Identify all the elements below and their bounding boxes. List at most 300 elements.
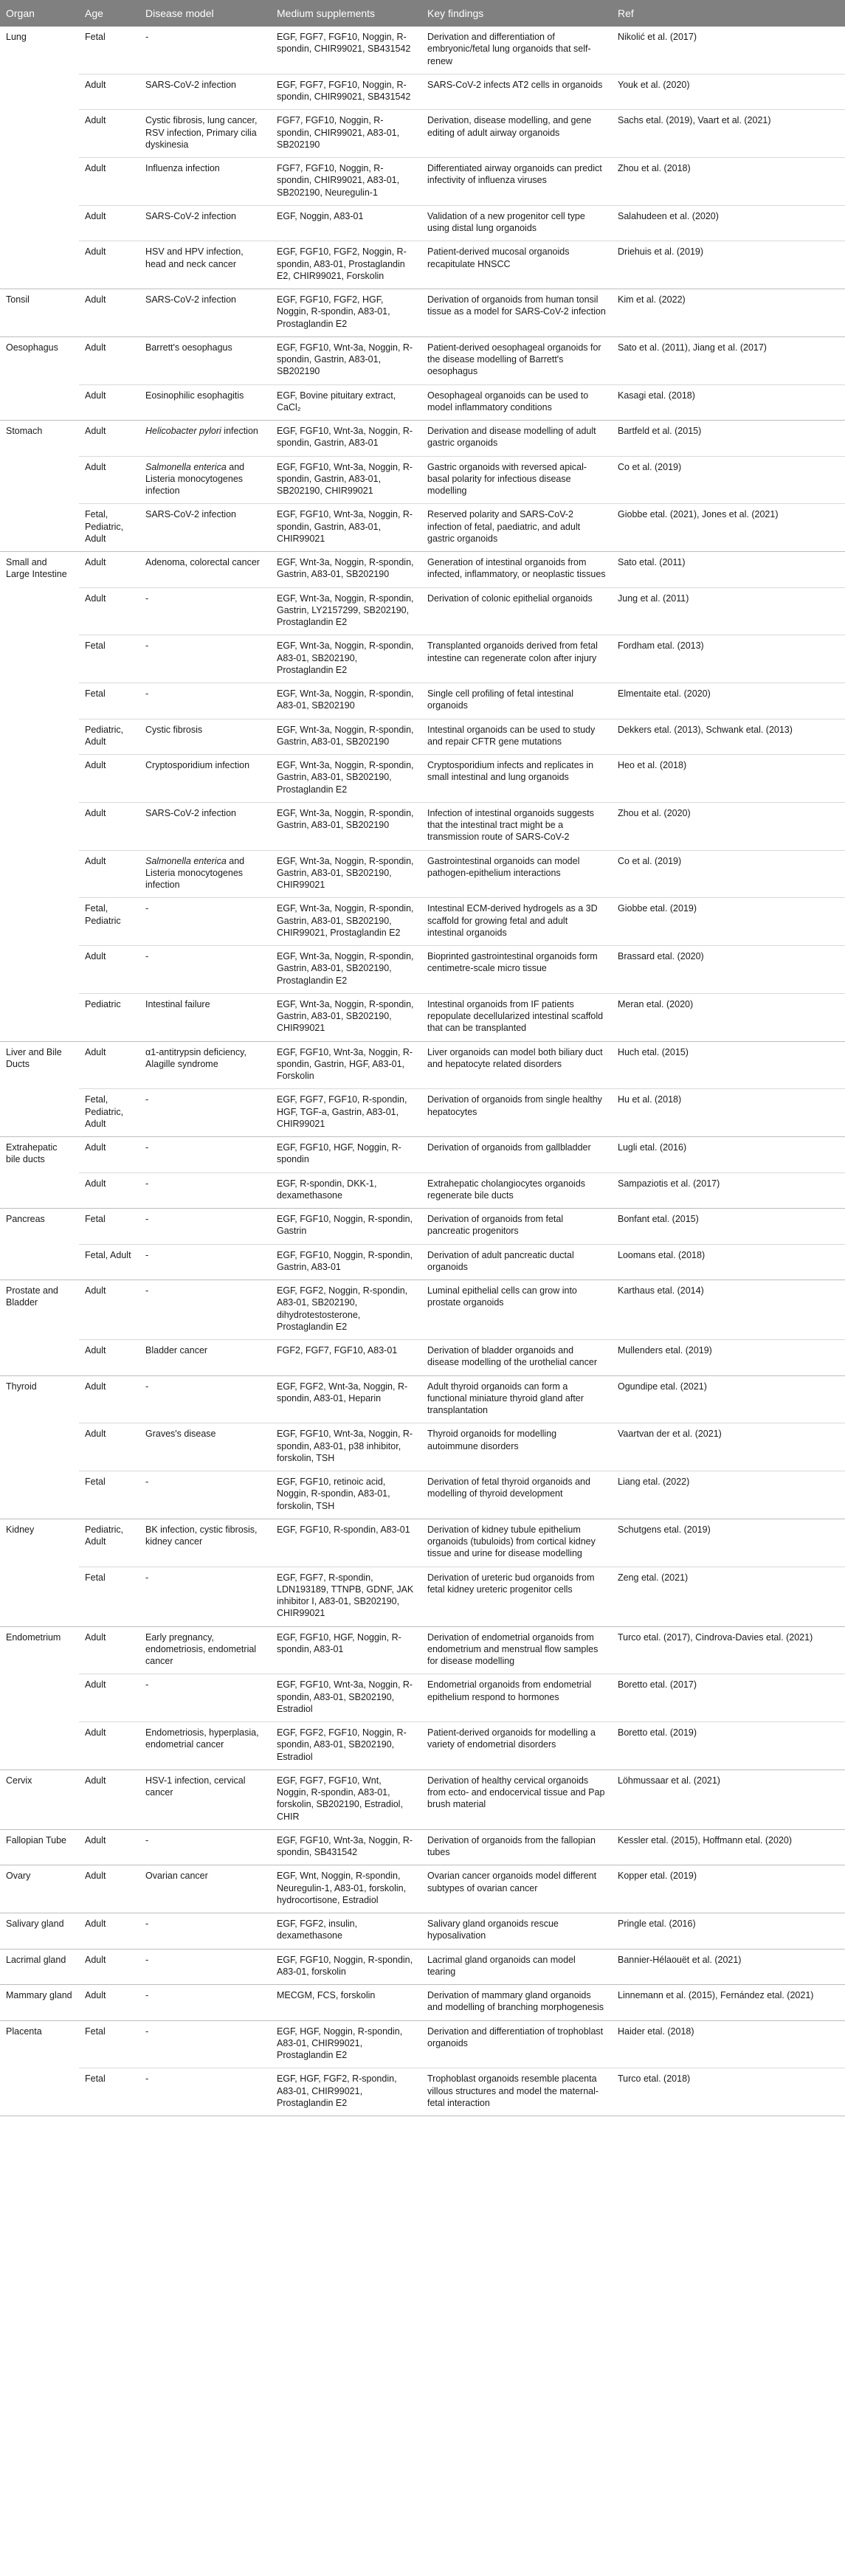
- key-findings-cell: Derivation of healthy cervical organoids from ecto- and endocervical tissue and Pap brush material: [421, 1769, 612, 1829]
- age-cell: Adult: [79, 1949, 139, 1985]
- medium-supplements-cell: EGF, FGF10, Noggin, R-spondin, Gastrin: [271, 1209, 421, 1245]
- disease-model-cell: Early pregnancy, endometriosis, endometrial cancer: [139, 1626, 271, 1674]
- table-row: [0, 1280, 845, 1340]
- ref-cell: Giobbe etal. (2021), Jones et al. (2021): [612, 504, 845, 552]
- disease-model-cell: -: [139, 1471, 271, 1519]
- header-row: [0, 0, 845, 27]
- ref-cell: Zhou et al. (2018): [612, 158, 845, 206]
- age-cell: Adult: [79, 1041, 139, 1089]
- table-row: [0, 158, 845, 206]
- disease-model-cell: -: [139, 898, 271, 946]
- key-findings-cell: Patient-derived mucosal organoids recapitulate HNSCC: [421, 241, 612, 289]
- table-row: [0, 755, 845, 803]
- key-findings-cell: Gastrointestinal organoids can model pathogen-epithelium interactions: [421, 850, 612, 898]
- medium-supplements-cell: EGF, Wnt-3a, Noggin, R-spondin, A83-01, SB202190, Prostaglandin E2: [271, 635, 421, 683]
- table-row: [0, 552, 845, 588]
- disease-model-cell: -: [139, 1280, 271, 1340]
- disease-model-cell: -: [139, 1089, 271, 1137]
- key-findings-cell: Derivation of bladder organoids and disease modelling of the urothelial cancer: [421, 1340, 612, 1376]
- table-row: [0, 336, 845, 384]
- ref-cell: Turco etal. (2018): [612, 2068, 845, 2116]
- disease-model-cell: -: [139, 1137, 271, 1173]
- ref-cell: Salahudeen et al. (2020): [612, 205, 845, 241]
- age-cell: Fetal: [79, 1471, 139, 1519]
- table-row: [0, 27, 845, 74]
- organ-cell: Pancreas: [0, 1209, 79, 1280]
- ref-cell: Pringle etal. (2016): [612, 1913, 845, 1950]
- table-row: [0, 1829, 845, 1865]
- table-row: [0, 205, 845, 241]
- ref-cell: Bannier-Hélaouët et al. (2021): [612, 1949, 845, 1985]
- organ-cell: Tonsil: [0, 289, 79, 337]
- table-row: [0, 1471, 845, 1519]
- age-cell: Adult: [79, 110, 139, 158]
- disease-model-cell: [139, 456, 271, 504]
- organ-cell: Ovary: [0, 1865, 79, 1913]
- disease-model-cell: -: [139, 27, 271, 74]
- table-row: [0, 1137, 845, 1173]
- table-row: [0, 110, 845, 158]
- disease-model-cell: -: [139, 1829, 271, 1865]
- organ-cell: Cervix: [0, 1769, 79, 1829]
- key-findings-cell: Ovarian cancer organoids model different subtypes of ovarian cancer: [421, 1865, 612, 1913]
- age-cell: Adult: [79, 289, 139, 337]
- table-row: [0, 1626, 845, 1674]
- disease-model-cell: -: [139, 635, 271, 683]
- disease-model-text: and Listeria monocytogenes infection: [145, 461, 245, 496]
- key-findings-cell: Lacrimal gland organoids can model tearing: [421, 1949, 612, 1985]
- key-findings-cell: Derivation, disease modelling, and gene editing of adult airway organoids: [421, 110, 612, 158]
- age-cell: Adult: [79, 1280, 139, 1340]
- table-row: [0, 1913, 845, 1950]
- organ-cell: Salivary gland: [0, 1913, 79, 1950]
- age-cell: Adult: [79, 1913, 139, 1950]
- key-findings-cell: Derivation of organoids from fetal pancreatic progenitors: [421, 1209, 612, 1245]
- disease-model-text: and Listeria monocytogenes infection: [145, 855, 245, 890]
- key-findings-cell: Derivation of endometrial organoids from endometrium and menstrual flow samples for disease modelling: [421, 1626, 612, 1674]
- key-findings-cell: Derivation and differentiation of trophoblast organoids: [421, 2020, 612, 2068]
- age-cell: Adult: [79, 205, 139, 241]
- key-findings-cell: Patient-derived organoids for modelling a variety of endometrial disorders: [421, 1722, 612, 1770]
- medium-supplements-cell: EGF, FGF10, FGF2, HGF, Noggin, R-spondin, A83-01, Prostaglandin E2: [271, 289, 421, 337]
- medium-supplements-cell: EGF, Wnt-3a, Noggin, R-spondin, Gastrin, A83-01, SB202190, Prostaglandin E2: [271, 946, 421, 994]
- organ-cell: Liver and Bile Ducts: [0, 1041, 79, 1137]
- disease-model-text: infection: [221, 426, 258, 436]
- age-cell: Adult: [79, 158, 139, 206]
- ref-cell: Karthaus etal. (2014): [612, 1280, 845, 1340]
- age-cell: Adult: [79, 1626, 139, 1674]
- organ-cell: Small and Large Intestine: [0, 552, 79, 1042]
- disease-model-cell: Intestinal failure: [139, 993, 271, 1041]
- header-key-findings: Key findings: [421, 0, 612, 27]
- medium-supplements-cell: EGF, R-spondin, DKK-1, dexamethasone: [271, 1173, 421, 1209]
- organ-cell: Endometrium: [0, 1626, 79, 1769]
- disease-model-cell: Adenoma, colorectal cancer: [139, 552, 271, 588]
- age-cell: Fetal: [79, 2020, 139, 2068]
- key-findings-cell: Salivary gland organoids rescue hyposalivation: [421, 1913, 612, 1950]
- ref-cell: Kessler etal. (2015), Hoffmann etal. (2020): [612, 1829, 845, 1865]
- ref-cell: Giobbe etal. (2019): [612, 898, 845, 946]
- table-row: [0, 1244, 845, 1280]
- disease-model-cell: -: [139, 1173, 271, 1209]
- disease-model-cell: Ovarian cancer: [139, 1865, 271, 1913]
- key-findings-cell: Transplanted organoids derived from fetal intestine can regenerate colon after injury: [421, 635, 612, 683]
- age-cell: Adult: [79, 1173, 139, 1209]
- medium-supplements-cell: EGF, Wnt-3a, Noggin, R-spondin, Gastrin, A83-01, SB202190: [271, 552, 421, 588]
- ref-cell: Boretto etal. (2019): [612, 1722, 845, 1770]
- ref-cell: Jung et al. (2011): [612, 587, 845, 635]
- ref-cell: Mullenders etal. (2019): [612, 1340, 845, 1376]
- organ-cell: Prostate and Bladder: [0, 1280, 79, 1376]
- ref-cell: Co et al. (2019): [612, 456, 845, 504]
- key-findings-cell: Derivation of ureteric bud organoids from fetal kidney ureteric progenitor cells: [421, 1567, 612, 1626]
- ref-cell: Elmentaite etal. (2020): [612, 683, 845, 719]
- medium-supplements-cell: FGF7, FGF10, Noggin, R-spondin, CHIR99021, A83-01, SB202190, Neuregulin-1: [271, 158, 421, 206]
- medium-supplements-cell: EGF, FGF10, Wnt-3a, Noggin, R-spondin, A83-01, p38 inhibitor, forskolin, TSH: [271, 1423, 421, 1471]
- key-findings-cell: Gastric organoids with reversed apical-basal polarity for infectious disease modelling: [421, 456, 612, 504]
- table-row: [0, 1375, 845, 1423]
- ref-cell: Sato et al. (2011), Jiang et al. (2017): [612, 336, 845, 384]
- ref-cell: Nikolić et al. (2017): [612, 27, 845, 74]
- table-row: [0, 683, 845, 719]
- medium-supplements-cell: EGF, FGF2, insulin, dexamethasone: [271, 1913, 421, 1950]
- age-cell: Fetal, Adult: [79, 1244, 139, 1280]
- age-cell: Adult: [79, 1375, 139, 1423]
- pathogen-name: Salmonella enterica: [145, 855, 227, 866]
- table-body: [0, 27, 845, 2116]
- key-findings-cell: Extrahepatic cholangiocytes organoids regenerate bile ducts: [421, 1173, 612, 1209]
- medium-supplements-cell: EGF, FGF10, Wnt-3a, Noggin, R-spondin, Gastrin, A83-01, SB202190: [271, 336, 421, 384]
- disease-model-cell: Eosinophilic esophagitis: [139, 384, 271, 421]
- ref-cell: Fordham etal. (2013): [612, 635, 845, 683]
- header-disease-model: Disease model: [139, 0, 271, 27]
- key-findings-cell: Derivation of adult pancreatic ductal organoids: [421, 1244, 612, 1280]
- medium-supplements-cell: EGF, FGF10, Wnt-3a, Noggin, R-spondin, Gastrin, A83-01, CHIR99021: [271, 504, 421, 552]
- table-row: [0, 1089, 845, 1137]
- header-organ: Organ: [0, 0, 79, 27]
- table-row: [0, 289, 845, 337]
- ref-cell: Linnemann et al. (2015), Fernández etal. (2021): [612, 1985, 845, 2021]
- disease-model-cell: -: [139, 1985, 271, 2021]
- disease-model-cell: -: [139, 946, 271, 994]
- age-cell: Adult: [79, 1340, 139, 1376]
- age-cell: Adult: [79, 1423, 139, 1471]
- disease-model-cell: -: [139, 587, 271, 635]
- ref-cell: Kim et al. (2022): [612, 289, 845, 337]
- key-findings-cell: Oesophageal organoids can be used to model inflammatory conditions: [421, 384, 612, 421]
- medium-supplements-cell: FGF7, FGF10, Noggin, R-spondin, CHIR99021, A83-01, SB202190: [271, 110, 421, 158]
- medium-supplements-cell: EGF, FGF7, R-spondin, LDN193189, TTNPB, GDNF, JAK inhibitor I, A83-01, SB202190, CHIR99021: [271, 1567, 421, 1626]
- disease-model-cell: -: [139, 683, 271, 719]
- ref-cell: Sampaziotis et al. (2017): [612, 1173, 845, 1209]
- ref-cell: Haider etal. (2018): [612, 2020, 845, 2068]
- age-cell: Fetal: [79, 1209, 139, 1245]
- disease-model-cell: HSV-1 infection, cervical cancer: [139, 1769, 271, 1829]
- age-cell: Pediatric, Adult: [79, 719, 139, 755]
- table-row: [0, 1949, 845, 1985]
- key-findings-cell: Derivation of mammary gland organoids and modelling of branching morphogenesis: [421, 1985, 612, 2021]
- medium-supplements-cell: EGF, FGF2, Noggin, R-spondin, A83-01, SB202190, dihydrotestosterone, Prostaglandin E2: [271, 1280, 421, 1340]
- age-cell: Adult: [79, 1769, 139, 1829]
- ref-cell: Schutgens etal. (2019): [612, 1519, 845, 1567]
- table-row: [0, 802, 845, 850]
- disease-model-cell: BK infection, cystic fibrosis, kidney cancer: [139, 1519, 271, 1567]
- medium-supplements-cell: MECGM, FCS, forskolin: [271, 1985, 421, 2021]
- organ-cell: Placenta: [0, 2020, 79, 2116]
- key-findings-cell: Intestinal organoids from IF patients repopulate decellularized intestinal scaffold that can be transplanted: [421, 993, 612, 1041]
- ref-cell: Dekkers etal. (2013), Schwank etal. (2013): [612, 719, 845, 755]
- table-row: [0, 635, 845, 683]
- medium-supplements-cell: EGF, Wnt-3a, Noggin, R-spondin, Gastrin, A83-01, SB202190: [271, 802, 421, 850]
- disease-model-cell: -: [139, 1913, 271, 1950]
- key-findings-cell: Derivation and differentiation of embryonic/fetal lung organoids that self-renew: [421, 27, 612, 74]
- key-findings-cell: Generation of intestinal organoids from infected, inflammatory, or neoplastic tissues: [421, 552, 612, 588]
- key-findings-cell: Liver organoids can model both biliary duct and hepatocyte related disorders: [421, 1041, 612, 1089]
- medium-supplements-cell: EGF, FGF10, Wnt-3a, Noggin, R-spondin, SB431542: [271, 1829, 421, 1865]
- key-findings-cell: Intestinal organoids can be used to study and repair CFTR gene mutations: [421, 719, 612, 755]
- key-findings-cell: Endometrial organoids from endometrial epithelium respond to hormones: [421, 1674, 612, 1722]
- age-cell: Fetal: [79, 635, 139, 683]
- organ-cell: Lung: [0, 27, 79, 289]
- disease-model-cell: Cryptosporidium infection: [139, 755, 271, 803]
- medium-supplements-cell: EGF, Noggin, A83-01: [271, 205, 421, 241]
- table-row: [0, 1209, 845, 1245]
- disease-model-cell: SARS-CoV-2 infection: [139, 504, 271, 552]
- ref-cell: Ogundipe etal. (2021): [612, 1375, 845, 1423]
- pathogen-name: Salmonella enterica: [145, 461, 227, 472]
- medium-supplements-cell: EGF, FGF10, HGF, Noggin, R-spondin: [271, 1137, 421, 1173]
- disease-model-cell: Endometriosis, hyperplasia, endometrial cancer: [139, 1722, 271, 1770]
- medium-supplements-cell: FGF2, FGF7, FGF10, A83-01: [271, 1340, 421, 1376]
- age-cell: Adult: [79, 74, 139, 110]
- ref-cell: Driehuis et al. (2019): [612, 241, 845, 289]
- table-row: [0, 241, 845, 289]
- medium-supplements-cell: EGF, FGF10, FGF2, Noggin, R-spondin, A83-01, Prostaglandin E2, CHIR99021, Forskolin: [271, 241, 421, 289]
- disease-model-cell: α1-antitrypsin deficiency, Alagille syndrome: [139, 1041, 271, 1089]
- key-findings-cell: Validation of a new progenitor cell type using distal lung organoids: [421, 205, 612, 241]
- medium-supplements-cell: EGF, FGF7, FGF10, Wnt, Noggin, R-spondin, A83-01, forskolin, SB202190, Estradiol, CHIR: [271, 1769, 421, 1829]
- age-cell: Adult: [79, 1674, 139, 1722]
- ref-cell: Meran etal. (2020): [612, 993, 845, 1041]
- age-cell: Adult: [79, 456, 139, 504]
- key-findings-cell: Cryptosporidium infects and replicates in small intestinal and lung organoids: [421, 755, 612, 803]
- medium-supplements-cell: EGF, Wnt-3a, Noggin, R-spondin, Gastrin, A83-01, SB202190, CHIR99021: [271, 993, 421, 1041]
- medium-supplements-cell: EGF, FGF7, FGF10, Noggin, R-spondin, CHIR99021, SB431542: [271, 74, 421, 110]
- ref-cell: Youk et al. (2020): [612, 74, 845, 110]
- medium-supplements-cell: EGF, Wnt-3a, Noggin, R-spondin, Gastrin, A83-01, SB202190, CHIR99021, Prostaglandin E2: [271, 898, 421, 946]
- ref-cell: Lugli etal. (2016): [612, 1137, 845, 1173]
- table-row: [0, 1173, 845, 1209]
- medium-supplements-cell: EGF, FGF10, Noggin, R-spondin, A83-01, forskolin: [271, 1949, 421, 1985]
- disease-model-cell: -: [139, 2020, 271, 2068]
- organ-cell: Mammary gland: [0, 1985, 79, 2021]
- ref-cell: Vaartvan der et al. (2021): [612, 1423, 845, 1471]
- age-cell: Fetal, Pediatric, Adult: [79, 504, 139, 552]
- table-row: [0, 74, 845, 110]
- ref-cell: Co et al. (2019): [612, 850, 845, 898]
- age-cell: Fetal, Pediatric: [79, 898, 139, 946]
- disease-model-cell: Bladder cancer: [139, 1340, 271, 1376]
- age-cell: Pediatric: [79, 993, 139, 1041]
- age-cell: Adult: [79, 1865, 139, 1913]
- ref-cell: Turco etal. (2017), Cindrova-Davies etal. (2021): [612, 1626, 845, 1674]
- age-cell: Adult: [79, 421, 139, 457]
- disease-model-cell: -: [139, 1674, 271, 1722]
- key-findings-cell: Patient-derived oesophageal organoids for the disease modelling of Barrett's oesophagus: [421, 336, 612, 384]
- age-cell: Adult: [79, 1985, 139, 2021]
- disease-model-cell: SARS-CoV-2 infection: [139, 205, 271, 241]
- table-row: [0, 1722, 845, 1770]
- ref-cell: Huch etal. (2015): [612, 1041, 845, 1089]
- disease-model-cell: -: [139, 1375, 271, 1423]
- medium-supplements-cell: EGF, FGF10, HGF, Noggin, R-spondin, A83-01: [271, 1626, 421, 1674]
- disease-model-cell: -: [139, 2068, 271, 2116]
- key-findings-cell: Single cell profiling of fetal intestinal organoids: [421, 683, 612, 719]
- disease-model-cell: Influenza infection: [139, 158, 271, 206]
- organ-cell: Lacrimal gland: [0, 1949, 79, 1985]
- ref-cell: Hu et al. (2018): [612, 1089, 845, 1137]
- key-findings-cell: Differentiated airway organoids can predict infectivity of influenza viruses: [421, 158, 612, 206]
- ref-cell: Sato etal. (2011): [612, 552, 845, 588]
- ref-cell: Löhmussaar et al. (2021): [612, 1769, 845, 1829]
- medium-supplements-cell: EGF, FGF10, Wnt-3a, Noggin, R-spondin, Gastrin, A83-01, SB202190, CHIR99021: [271, 456, 421, 504]
- key-findings-cell: Bioprinted gastrointestinal organoids form centimetre-scale micro tissue: [421, 946, 612, 994]
- key-findings-cell: Reserved polarity and SARS-CoV-2 infection of fetal, paediatric, and adult gastric organoids: [421, 504, 612, 552]
- age-cell: Adult: [79, 587, 139, 635]
- table-row: [0, 384, 845, 421]
- table-row: [0, 946, 845, 994]
- disease-model-cell: -: [139, 1567, 271, 1626]
- age-cell: Fetal: [79, 1567, 139, 1626]
- key-findings-cell: Derivation of fetal thyroid organoids and modelling of thyroid development: [421, 1471, 612, 1519]
- table-row: [0, 2020, 845, 2068]
- ref-cell: Bartfeld et al. (2015): [612, 421, 845, 457]
- medium-supplements-cell: EGF, FGF2, FGF10, Noggin, R-spondin, A83-01, SB202190, Estradiol: [271, 1722, 421, 1770]
- table-row: [0, 421, 845, 457]
- medium-supplements-cell: EGF, Wnt-3a, Noggin, R-spondin, A83-01, SB202190: [271, 683, 421, 719]
- ref-cell: Bonfant etal. (2015): [612, 1209, 845, 1245]
- ref-cell: Boretto etal. (2017): [612, 1674, 845, 1722]
- organ-cell: Thyroid: [0, 1375, 79, 1519]
- table-row: [0, 850, 845, 898]
- header-medium-supplements: Medium supplements: [271, 0, 421, 27]
- medium-supplements-cell: EGF, FGF10, Wnt-3a, Noggin, R-spondin, A83-01, SB202190, Estradiol: [271, 1674, 421, 1722]
- age-cell: Adult: [79, 552, 139, 588]
- key-findings-cell: Trophoblast organoids resemble placenta villous structures and model the maternal-fetal interaction: [421, 2068, 612, 2116]
- disease-model-cell: Barrett's oesophagus: [139, 336, 271, 384]
- table-row: [0, 587, 845, 635]
- disease-model-cell: HSV and HPV infection, head and neck cancer: [139, 241, 271, 289]
- table-row: [0, 1865, 845, 1913]
- disease-model-cell: -: [139, 1209, 271, 1245]
- medium-supplements-cell: EGF, FGF10, Noggin, R-spondin, Gastrin, A83-01: [271, 1244, 421, 1280]
- table-row: [0, 1519, 845, 1567]
- disease-model-cell: SARS-CoV-2 infection: [139, 289, 271, 337]
- table-row: [0, 1041, 845, 1089]
- key-findings-cell: Derivation of organoids from single healthy hepatocytes: [421, 1089, 612, 1137]
- header-age: Age: [79, 0, 139, 27]
- key-findings-cell: Infection of intestinal organoids suggests that the intestinal tract might be a transmission route of SARS-CoV-2: [421, 802, 612, 850]
- key-findings-cell: Intestinal ECM-derived hydrogels as a 3D scaffold for growing fetal and adult intestinal organoids: [421, 898, 612, 946]
- table-row: [0, 1340, 845, 1376]
- medium-supplements-cell: EGF, Wnt-3a, Noggin, R-spondin, Gastrin, A83-01, SB202190, CHIR99021: [271, 850, 421, 898]
- organ-cell: Oesophagus: [0, 336, 79, 420]
- age-cell: Adult: [79, 946, 139, 994]
- disease-model-cell: SARS-CoV-2 infection: [139, 802, 271, 850]
- ref-cell: Heo et al. (2018): [612, 755, 845, 803]
- table-row: [0, 993, 845, 1041]
- ref-cell: Zhou et al. (2020): [612, 802, 845, 850]
- key-findings-cell: Derivation and disease modelling of adult gastric organoids: [421, 421, 612, 457]
- key-findings-cell: Derivation of organoids from the fallopian tubes: [421, 1829, 612, 1865]
- key-findings-cell: Adult thyroid organoids can form a functional miniature thyroid gland after transplantation: [421, 1375, 612, 1423]
- age-cell: Adult: [79, 802, 139, 850]
- medium-supplements-cell: EGF, FGF10, R-spondin, A83-01: [271, 1519, 421, 1567]
- disease-model-cell: -: [139, 1949, 271, 1985]
- key-findings-cell: Derivation of organoids from gallbladder: [421, 1137, 612, 1173]
- age-cell: Fetal: [79, 2068, 139, 2116]
- key-findings-cell: SARS-CoV-2 infects AT2 cells in organoids: [421, 74, 612, 110]
- medium-supplements-cell: EGF, Bovine pituitary extract, CaCl₂: [271, 384, 421, 421]
- medium-supplements-cell: EGF, HGF, Noggin, R-spondin, A83-01, CHIR99021, Prostaglandin E2: [271, 2020, 421, 2068]
- ref-cell: Sachs etal. (2019), Vaart et al. (2021): [612, 110, 845, 158]
- age-cell: Adult: [79, 241, 139, 289]
- medium-supplements-cell: EGF, Wnt-3a, Noggin, R-spondin, Gastrin, A83-01, SB202190, Prostaglandin E2: [271, 755, 421, 803]
- organ-cell: Extrahepatic bile ducts: [0, 1137, 79, 1209]
- organ-cell: Fallopian Tube: [0, 1829, 79, 1865]
- medium-supplements-cell: EGF, FGF7, FGF10, Noggin, R-spondin, CHIR99021, SB431542: [271, 27, 421, 74]
- header-ref: Ref: [612, 0, 845, 27]
- table-row: [0, 898, 845, 946]
- age-cell: Adult: [79, 1137, 139, 1173]
- ref-cell: Kopper etal. (2019): [612, 1865, 845, 1913]
- table-row: [0, 1985, 845, 2021]
- key-findings-cell: Derivation of kidney tubule epithelium organoids (tubuloids) from cortical kidney tissue and urine for disease modelling: [421, 1519, 612, 1567]
- ref-cell: Liang etal. (2022): [612, 1471, 845, 1519]
- ref-cell: Loomans etal. (2018): [612, 1244, 845, 1280]
- key-findings-cell: Derivation of colonic epithelial organoids: [421, 587, 612, 635]
- disease-model-cell: -: [139, 1244, 271, 1280]
- key-findings-cell: Luminal epithelial cells can grow into prostate organoids: [421, 1280, 612, 1340]
- age-cell: Adult: [79, 1722, 139, 1770]
- table-row: [0, 456, 845, 504]
- table-row: [0, 1423, 845, 1471]
- medium-supplements-cell: EGF, HGF, FGF2, R-spondin, A83-01, CHIR99021, Prostaglandin E2: [271, 2068, 421, 2116]
- table-row: [0, 719, 845, 755]
- medium-supplements-cell: EGF, FGF7, FGF10, R-spondin, HGF, TGF-a, Gastrin, A83-01, CHIR99021: [271, 1089, 421, 1137]
- disease-model-cell: [139, 421, 271, 457]
- disease-model-cell: Graves's disease: [139, 1423, 271, 1471]
- ref-cell: Brassard etal. (2020): [612, 946, 845, 994]
- disease-model-cell: Cystic fibrosis, lung cancer, RSV infection, Primary cilia dyskinesia: [139, 110, 271, 158]
- medium-supplements-cell: EGF, FGF10, Wnt-3a, Noggin, R-spondin, Gastrin, A83-01: [271, 421, 421, 457]
- key-findings-cell: Derivation of organoids from human tonsil tissue as a model for SARS-CoV-2 infection: [421, 289, 612, 337]
- age-cell: Fetal: [79, 27, 139, 74]
- age-cell: Adult: [79, 384, 139, 421]
- medium-supplements-cell: EGF, FGF2, Wnt-3a, Noggin, R-spondin, A83-01, Heparin: [271, 1375, 421, 1423]
- medium-supplements-cell: EGF, FGF10, Wnt-3a, Noggin, R-spondin, Gastrin, HGF, A83-01, Forskolin: [271, 1041, 421, 1089]
- age-cell: Fetal, Pediatric, Adult: [79, 1089, 139, 1137]
- disease-model-cell: SARS-CoV-2 infection: [139, 74, 271, 110]
- table-row: [0, 1674, 845, 1722]
- medium-supplements-cell: EGF, Wnt-3a, Noggin, R-spondin, Gastrin, LY2157299, SB202190, Prostaglandin E2: [271, 587, 421, 635]
- organ-cell: Stomach: [0, 421, 79, 552]
- medium-supplements-cell: EGF, Wnt-3a, Noggin, R-spondin, Gastrin, A83-01, SB202190: [271, 719, 421, 755]
- ref-cell: Zeng etal. (2021): [612, 1567, 845, 1626]
- table-row: [0, 1769, 845, 1829]
- table-row: [0, 504, 845, 552]
- ref-cell: Kasagi etal. (2018): [612, 384, 845, 421]
